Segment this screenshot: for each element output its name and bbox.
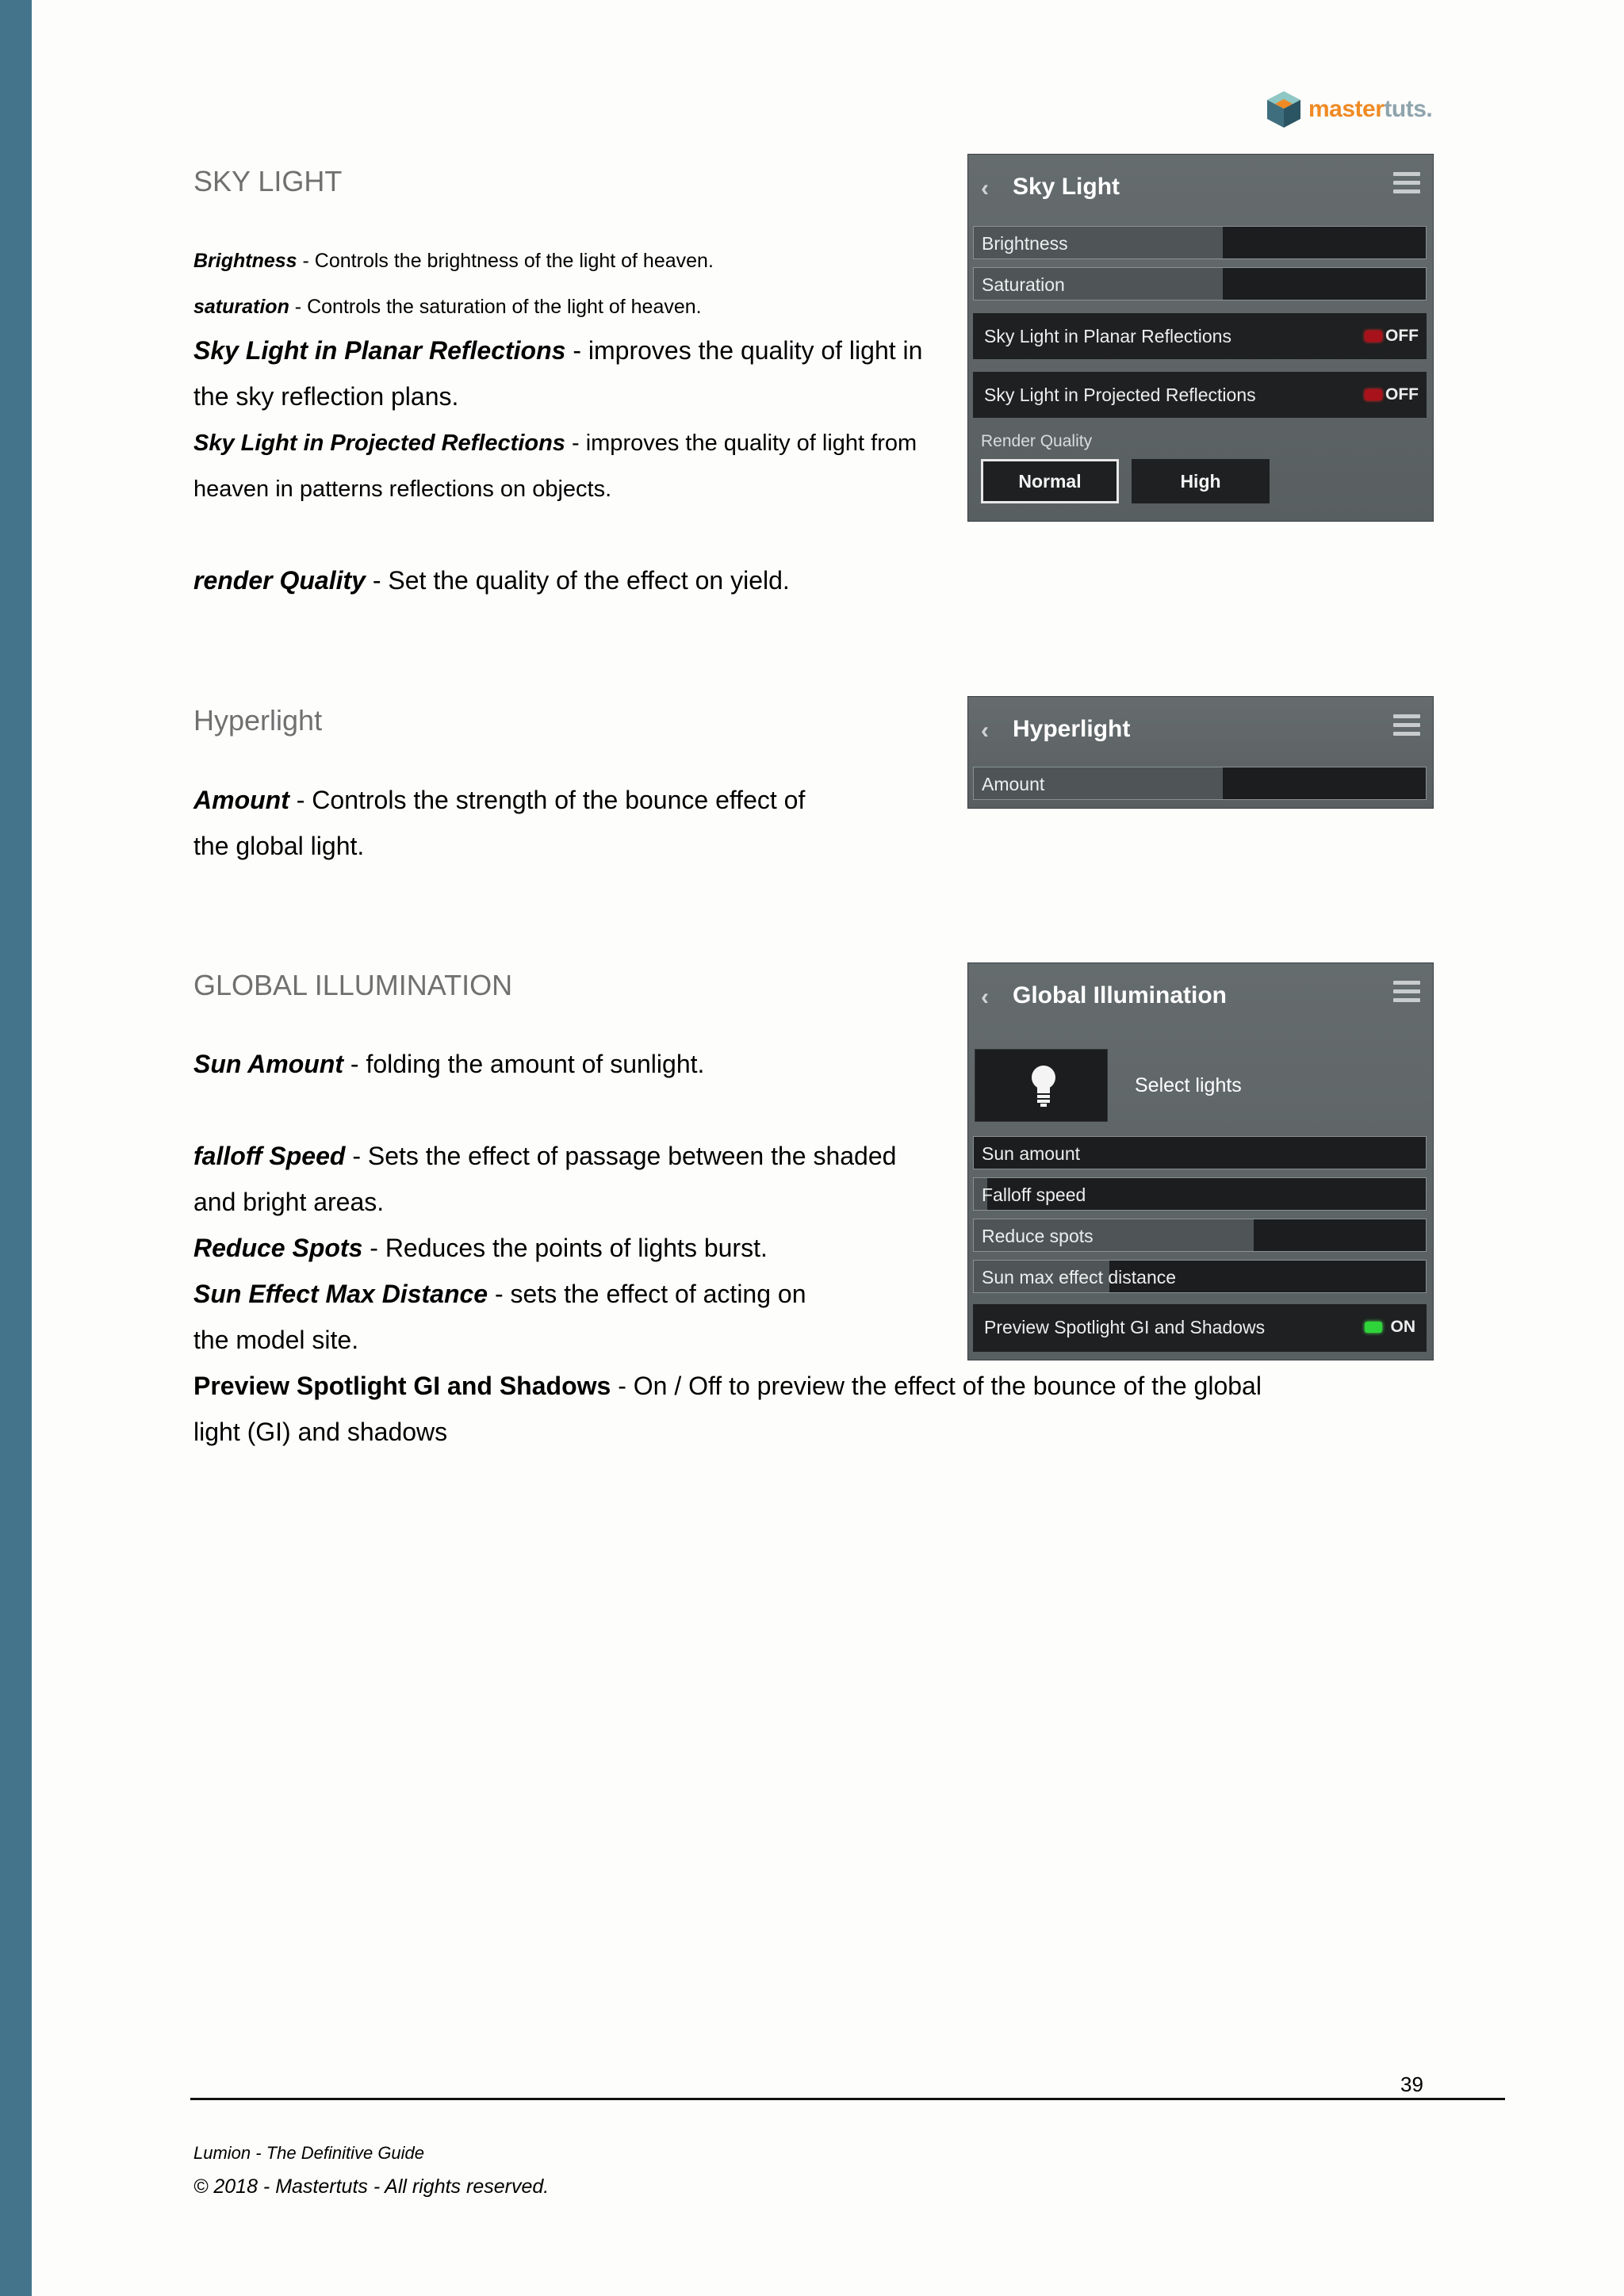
planar-reflections-description: Sky Light in Planar Reflections - improves the quality of light in the sky reflection plans. <box>193 336 923 411</box>
render-quality-label: Render Quality <box>981 432 1093 450</box>
footer-divider <box>190 2098 1505 2100</box>
hyperlight-panel <box>967 696 1434 809</box>
slider-label: Reduce spots <box>982 1226 1094 1246</box>
panel-title: Sky Light <box>1013 174 1120 200</box>
global-illumination-heading: GLOBAL ILLUMINATION <box>193 969 513 1001</box>
book-title: Lumion - The Definitive Guide <box>193 2143 425 2163</box>
back-chevron-icon[interactable]: ‹ <box>981 984 989 1010</box>
light-bulb-icon <box>1028 1061 1059 1110</box>
off-indicator-icon <box>1365 331 1382 342</box>
select-lights-button[interactable] <box>975 1049 1108 1122</box>
slider-label: Falloff speed <box>982 1184 1086 1205</box>
falloff-speed-slider[interactable] <box>973 1177 1427 1211</box>
falloff-speed-description: falloff Speed - Sets the effect of passage between the shaded and bright areas. <box>193 1142 897 1216</box>
back-chevron-icon[interactable]: ‹ <box>981 175 989 201</box>
panel-header <box>968 697 1433 759</box>
toggle-label: Sky Light in Projected Reflections <box>984 385 1256 405</box>
projected-reflections-description: Sky Light in Projected Reflections - improves the quality of light from heaven in patterns reflections on objects. <box>193 430 917 502</box>
page-number: 39 <box>1400 2072 1423 2096</box>
select-lights-label: Select lights <box>1135 1074 1242 1096</box>
projected-reflections-toggle[interactable] <box>973 372 1427 418</box>
brightness-description: Brightness - Controls the brightness of the light of heaven. <box>193 250 714 272</box>
menu-icon[interactable] <box>1393 714 1420 740</box>
panel-title: Hyperlight <box>1013 716 1131 742</box>
reduce-spots-slider[interactable] <box>973 1219 1427 1252</box>
quality-normal-button[interactable]: Normal <box>981 459 1119 503</box>
menu-icon[interactable] <box>1393 981 1420 1007</box>
toggle-label: Preview Spotlight GI and Shadows <box>984 1317 1266 1337</box>
toggle-state: ON <box>1390 1318 1415 1336</box>
back-chevron-icon[interactable]: ‹ <box>981 718 989 744</box>
saturation-slider[interactable] <box>973 267 1427 300</box>
sun-max-effect-distance-slider[interactable] <box>973 1260 1427 1293</box>
mastertuts-logo <box>1266 87 1435 132</box>
logo-cube-icon <box>1266 90 1302 129</box>
preview-spotlight-toggle[interactable] <box>973 1304 1427 1352</box>
slider-label: Sun amount <box>982 1143 1081 1164</box>
preview-spotlight-description: Preview Spotlight GI and Shadows - On / Off to preview the effect of the bounce of the global light (GI) and shadows <box>193 1372 1262 1446</box>
amount-description: Amount - Controls the strength of the bounce effect of the global light. <box>193 786 806 860</box>
on-indicator-icon <box>1365 1322 1382 1333</box>
global-illumination-panel <box>967 962 1434 1360</box>
toggle-state: OFF <box>1385 385 1419 404</box>
slider-label: Saturation <box>982 274 1065 295</box>
panel-header <box>968 155 1433 216</box>
slider-label: Brightness <box>982 233 1068 254</box>
saturation-description: saturation - Controls the saturation of the light of heaven. <box>193 296 702 318</box>
hyperlight-heading: Hyperlight <box>193 704 323 737</box>
brightness-slider[interactable] <box>973 226 1427 259</box>
planar-reflections-toggle[interactable] <box>973 313 1427 359</box>
slider-label: Sun max effect distance <box>982 1267 1177 1288</box>
sky-light-heading: SKY LIGHT <box>193 165 343 197</box>
page-side-bar <box>0 0 32 2296</box>
render-quality-description: render Quality - Set the quality of the effect on yield. <box>193 566 790 595</box>
sun-amount-description: Sun Amount - folding the amount of sunlight. <box>193 1050 705 1078</box>
sun-amount-slider[interactable] <box>973 1136 1427 1169</box>
toggle-label: Sky Light in Planar Reflections <box>984 326 1231 346</box>
panel-header <box>968 963 1433 1025</box>
sun-effect-max-distance-description: Sun Effect Max Distance - sets the effect of acting on the model site. <box>193 1280 806 1354</box>
off-indicator-icon <box>1365 389 1382 400</box>
menu-icon[interactable] <box>1393 172 1420 198</box>
toggle-state: OFF <box>1385 327 1419 345</box>
quality-high-button[interactable]: High <box>1132 459 1270 503</box>
sky-light-panel <box>967 154 1434 522</box>
logo-text: mastertuts. <box>1308 96 1433 122</box>
slider-label: Amount <box>982 774 1045 794</box>
reduce-spots-description: Reduce Spots - Reduces the points of lights burst. <box>193 1234 768 1262</box>
copyright: © 2018 - Mastertuts - All rights reserved. <box>193 2175 550 2198</box>
amount-slider[interactable] <box>973 767 1427 800</box>
panel-title: Global Illumination <box>1013 982 1227 1008</box>
